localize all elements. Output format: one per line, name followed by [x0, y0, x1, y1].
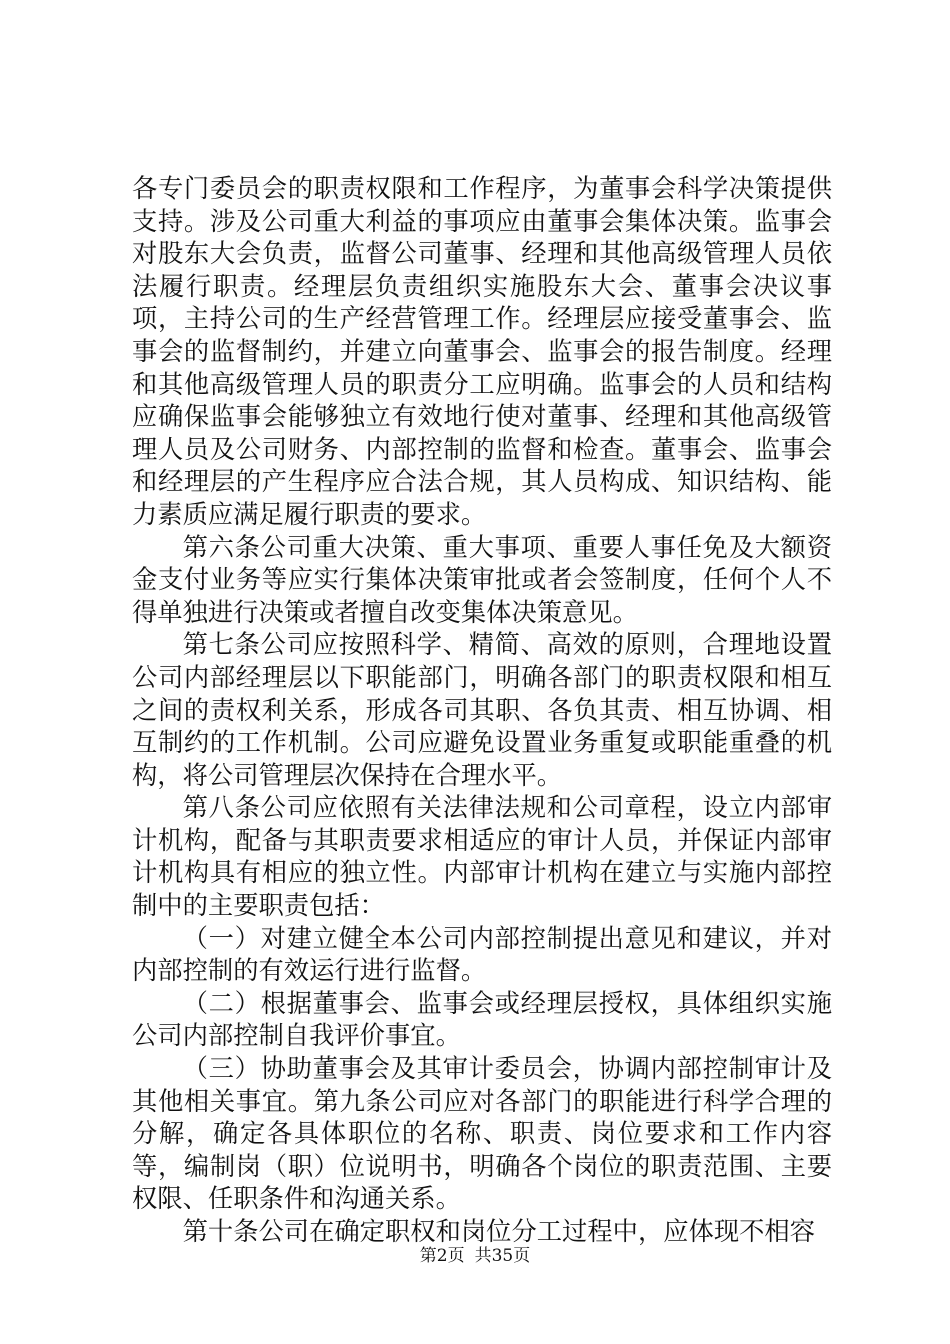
page-number: 第2页 [419, 1246, 465, 1266]
document-body [132, 173, 832, 1249]
paragraph-article-10: 第十条公司在确定职权和岗位分工过程中，应体现不相容 [182, 1217, 816, 1246]
page-footer [0, 1245, 950, 1267]
paragraph-article-8: 第八条公司应依照有关法律法规和公司章程，设立内部审计机构，配备与其职责要求相适应的审计人员，并保证内部审计机构具有相应的独立性。内部审计机构在建立与实施内部控制中的主要职责包括： [132, 793, 832, 921]
paragraph-item-3: （三）协助董事会及其审计委员会，协调内部控制审计及其他相关事宜。第九条公司应对各部门的职能进行科学合理的分解，确定各具体职位的名称、职责、岗位要求和工作内容等，编制岗（职）位说明书，明确各个岗位的职责范围、主要权限、任职条件和沟通关系。 [132, 1054, 832, 1214]
paragraph-article-6: 第六条公司重大决策、重大事项、重要人事任免及大额资金支付业务等应实行集体决策审批或者会签制度，任何个人不得单独进行决策或者擅自改变集体决策意见。 [132, 532, 832, 627]
paragraph-continuation: 各专门委员会的职责权限和工作程序，为董事会科学决策提供支持。涉及公司重大利益的事项应由董事会集体决策。监事会对股东大会负责，监督公司董事、经理和其他高级管理人员依法履行职责。经理层负责组织实施股东大会、董事会决议事项，主持公司的生产经营管理工作。经理层应接受董事会、监事会的监督制约，并建立向董事会、监事会的报告制度。经理和其他高级管理人员的职责分工应明确。监事会的人员和结构应确保监事会能够独立有效地行使对董事、经理和其他高级管理人员及公司财务、内部控制的监督和检查。董事会、监事会和经理层的产生程序应合法合规，其人员构成、知识结构、能力素质应满足履行职责的要求。 [132, 174, 832, 529]
paragraph-article-7: 第七条公司应按照科学、精简、高效的原则，合理地设置公司内部经理层以下职能部门，明确各部门的职责权限和相互之间的责权利关系，形成各司其职、各负其责、相互协调、相互制约的工作机制。公司应避免设置业务重复或职能重叠的机构，将公司管理层次保持在合理水平。 [132, 630, 832, 790]
paragraph-item-2: （二）根据董事会、监事会或经理层授权，具体组织实施公司内部控制自我评价事宜。 [132, 988, 832, 1051]
page-total: 共35页 [474, 1246, 531, 1266]
paragraph-item-1: （一）对建立健全本公司内部控制提出意见和建议，并对内部控制的有效运行进行监督。 [132, 923, 832, 986]
